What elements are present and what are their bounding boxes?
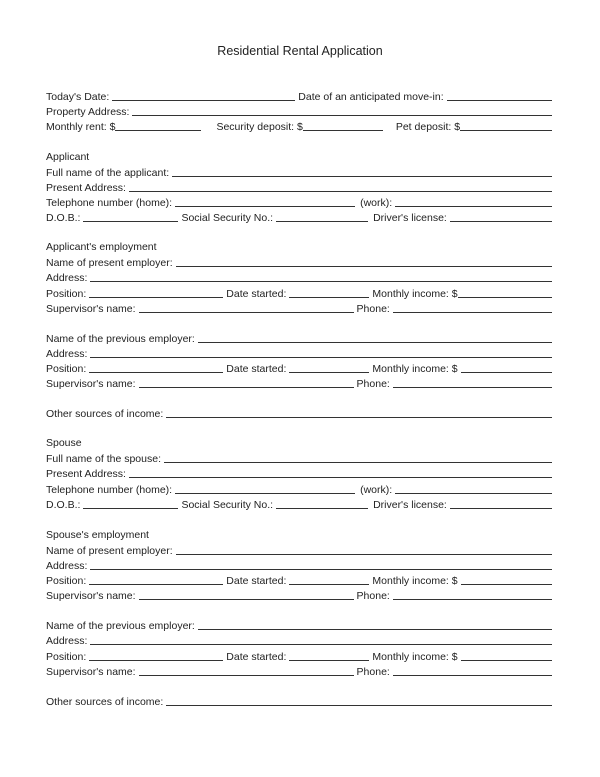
se-phone-label: Phone: [356,590,390,602]
ae-address-label: Address: [46,272,88,284]
row-applicant-ids [46,211,552,224]
se-position-field[interactable] [89,584,223,585]
security-deposit-field[interactable] [303,130,383,131]
applicant-home-phone-field[interactable] [175,206,355,207]
row-dates [46,90,552,103]
ae-position-label: Position: [46,288,87,300]
se-monthly-income-field[interactable] [461,584,552,585]
spouse-dob-field[interactable] [83,508,178,509]
applicant-employment-heading: Applicant's employment [46,241,157,253]
se-prev-monthly-income-field[interactable] [461,660,552,661]
row-ae-prev-employer [46,332,552,345]
ae-other-income-label: Other sources of income: [46,408,164,420]
ae-prev-phone-field[interactable] [393,387,552,388]
row-rent-deposits [46,120,552,133]
ae-monthly-income-field[interactable] [458,297,552,298]
ae-prev-position-label: Position: [46,363,87,375]
row-se-address [46,559,552,572]
applicant-work-phone-field[interactable] [395,206,552,207]
ae-phone-label: Phone: [356,303,390,315]
se-prev-employer-field[interactable] [198,629,552,630]
ae-prev-position-field[interactable] [89,372,223,373]
applicant-name-label: Full name of the applicant: [46,167,170,179]
se-date-started-label: Date started: [226,575,287,587]
applicant-address-field[interactable] [129,191,552,192]
monthly-rent-field[interactable] [115,130,201,131]
applicant-ssn-label: Social Security No.: [181,212,274,224]
se-other-income-field[interactable] [166,705,552,706]
se-prev-date-started-label: Date started: [226,651,287,663]
se-position-label: Position: [46,575,87,587]
move-in-field[interactable] [447,100,552,101]
applicant-license-field[interactable] [450,221,552,222]
applicant-address-label: Present Address: [46,182,126,194]
se-prev-date-started-field[interactable] [289,660,369,661]
row-se-prev-supervisor [46,665,552,678]
se-supervisor-label: Supervisor's name: [46,590,136,602]
ae-supervisor-field[interactable] [139,312,354,313]
row-ae-address [46,271,552,284]
monthly-rent-label: Monthly rent: $ [46,121,116,133]
spouse-employment-heading: Spouse's employment [46,529,149,541]
spouse-work-phone-field[interactable] [395,493,552,494]
form-title: Residential Rental Application [217,44,383,58]
property-address-label: Property Address: [46,106,130,118]
spouse-name-label: Full name of the spouse: [46,453,161,465]
pet-deposit-field[interactable] [460,130,552,131]
se-prev-supervisor-field[interactable] [139,675,354,676]
se-date-started-field[interactable] [289,584,369,585]
spouse-address-field[interactable] [129,477,552,478]
se-present-employer-field[interactable] [176,554,552,555]
se-prev-employer-label: Name of the previous employer: [46,620,195,632]
spouse-name-field[interactable] [164,462,552,463]
ae-position-field[interactable] [89,297,223,298]
applicant-ssn-field[interactable] [276,221,368,222]
se-monthly-income-label: Monthly income: $ [372,575,458,587]
row-applicant-name [46,166,552,179]
se-prev-position-field[interactable] [89,660,223,661]
spouse-address-label: Present Address: [46,468,126,480]
ae-prev-date-started-field[interactable] [289,372,369,373]
row-se-present-employer [46,544,552,557]
ae-present-employer-label: Name of present employer: [46,257,173,269]
row-spouse-phone [46,483,552,496]
pet-deposit-label: Pet deposit: $ [395,121,461,133]
row-ae-supervisor [46,302,552,315]
ae-prev-supervisor-label: Supervisor's name: [46,378,136,390]
applicant-work-phone-label: (work): [360,197,393,209]
row-ae-position [46,287,552,300]
todays-date-field[interactable] [112,100,295,101]
row-ae-prev-supervisor [46,377,552,390]
applicant-dob-field[interactable] [83,221,178,222]
spouse-ssn-field[interactable] [276,508,368,509]
se-phone-field[interactable] [393,599,552,600]
ae-phone-field[interactable] [393,312,552,313]
ae-prev-monthly-income-label: Monthly income: $ [372,363,458,375]
se-supervisor-field[interactable] [139,599,354,600]
ae-supervisor-label: Supervisor's name: [46,303,136,315]
se-prev-phone-field[interactable] [393,675,552,676]
ae-prev-address-field[interactable] [90,357,552,358]
row-ae-present-employer [46,256,552,269]
se-address-label: Address: [46,560,88,572]
row-ae-other-income [46,407,552,420]
row-se-prev-position [46,650,552,663]
ae-prev-monthly-income-field[interactable] [461,372,552,373]
ae-date-started-label: Date started: [226,288,287,300]
row-applicant-phone [46,196,552,209]
se-present-employer-label: Name of present employer: [46,545,173,557]
ae-prev-date-started-label: Date started: [226,363,287,375]
spouse-home-phone-field[interactable] [175,493,355,494]
se-prev-supervisor-label: Supervisor's name: [46,666,136,678]
todays-date-label: Today's Date: [46,91,110,103]
se-other-income-label: Other sources of income: [46,696,164,708]
se-prev-phone-label: Phone: [356,666,390,678]
applicant-name-field[interactable] [172,176,552,177]
se-prev-position-label: Position: [46,651,87,663]
spouse-work-phone-label: (work): [360,484,393,496]
applicant-home-phone-label: Telephone number (home): [46,197,173,209]
ae-other-income-field[interactable] [166,417,552,418]
row-spouse-ids [46,498,552,511]
row-property-address [46,105,552,118]
row-se-position [46,574,552,587]
ae-present-employer-field[interactable] [176,266,552,267]
applicant-dob-label: D.O.B.: [46,212,81,224]
spouse-license-field[interactable] [450,508,552,509]
ae-prev-phone-label: Phone: [356,378,390,390]
spouse-dob-label: D.O.B.: [46,499,81,511]
spouse-heading: Spouse [46,437,82,449]
ae-address-field[interactable] [90,281,552,282]
se-prev-monthly-income-label: Monthly income: $ [372,651,458,663]
spouse-license-label: Driver's license: [373,499,447,511]
ae-prev-address-label: Address: [46,348,88,360]
se-prev-address-label: Address: [46,635,88,647]
row-applicant-address [46,181,552,194]
row-se-supervisor [46,589,552,602]
ae-prev-employer-field[interactable] [198,342,552,343]
ae-prev-employer-label: Name of the previous employer: [46,333,195,345]
se-prev-address-field[interactable] [90,644,552,645]
applicant-license-label: Driver's license: [373,212,447,224]
row-spouse-name [46,452,552,465]
property-address-field[interactable] [132,115,552,116]
applicant-heading: Applicant [46,151,90,163]
ae-date-started-field[interactable] [289,297,369,298]
row-ae-prev-address [46,347,552,360]
security-deposit-label: Security deposit: $ [216,121,303,133]
move-in-label: Date of an anticipated move-in: [298,91,444,103]
row-ae-prev-position [46,362,552,375]
row-se-prev-address [46,634,552,647]
row-spouse-address [46,467,552,480]
spouse-ssn-label: Social Security No.: [181,499,274,511]
se-address-field[interactable] [90,569,552,570]
ae-monthly-income-label: Monthly income: $ [372,288,458,300]
spouse-home-phone-label: Telephone number (home): [46,484,173,496]
row-se-prev-employer [46,619,552,632]
ae-prev-supervisor-field[interactable] [139,387,354,388]
row-se-other-income [46,695,552,708]
